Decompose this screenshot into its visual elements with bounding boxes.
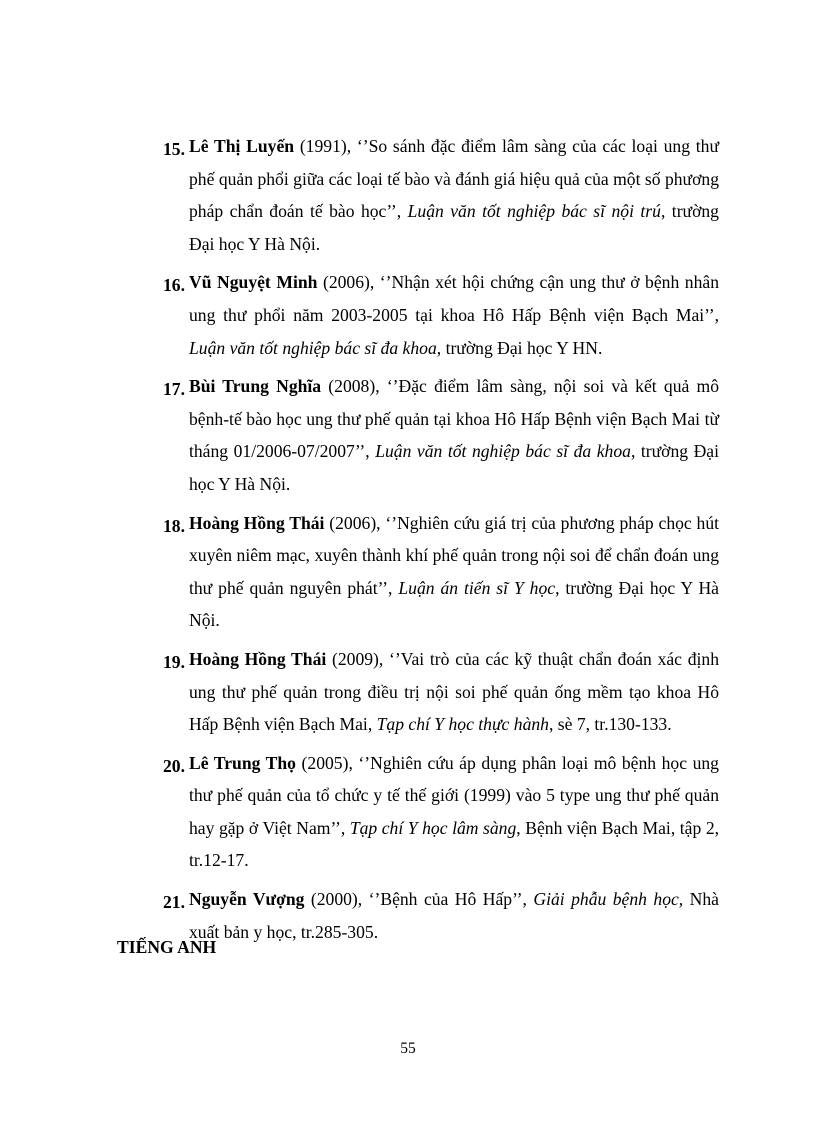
reference-item <box>163 747 719 877</box>
reference-source: Giải phẫu bệnh học, <box>533 889 684 910</box>
reference-source: Luận văn tốt nghiệp bác sĩ đa khoa <box>189 337 437 358</box>
reference-text: (2008), ‘’Đặc điểm lâm sàng, nội soi và kết quả mô bệnh-tế bào học ung thư phế quản tại khoa Hô Hấp Bệnh viện Bạch Mai từ tháng 01/2006-07/2007’’, <box>189 376 719 462</box>
reference-text: (2006), ‘’Nhận xét hội chứng cận ung thư ở bệnh nhân ung thư phổi năm 2003-2005 tại khoa Hô Hấp Bệnh viện Bạch Mai’’, <box>189 272 719 325</box>
reference-text: (2006), ‘’Nghiên cứu giá trị của phương pháp chọc hút xuyên niêm mạc, xuyên thành khí phế quản trong nội soi để chẩn đoán ung thư phế quản nguyên phát’’, <box>189 512 720 598</box>
reference-number: 19. <box>163 651 185 672</box>
reference-author: Vũ Nguyệt Minh <box>189 272 318 293</box>
reference-text: (1991), ‘’So sánh đặc điểm lâm sàng của các loại ung thư phế quản phổi giữa các loại tế bào và đánh giá hiệu quả của một số phương pháp chẩn đoán tế bào học’’, <box>189 136 720 222</box>
reference-text: , trường Đại học Y Hà Nội. <box>189 577 719 631</box>
reference-source: Tạp chí Y học thực hành <box>376 714 549 735</box>
reference-number: 21. <box>163 892 185 913</box>
reference-number: 15. <box>163 139 185 159</box>
reference-number: 18. <box>163 515 185 536</box>
reference-text: (2005), ‘’Nghiên cứu áp dụng phân loại mô bệnh học ung thư phế quản của tổ chức y tế thế giới (1999) vào 5 type ung thư phế quản hay gặp ở Việt Nam’’, <box>189 752 719 838</box>
page-number: 55 <box>400 1040 416 1057</box>
reference-author: Nguyễn Vượng <box>189 889 305 910</box>
reference-text: (2000), ‘’Bệnh của Hô Hấp’’, <box>304 889 534 910</box>
reference-author: Hoàng Hồng Thái <box>189 512 325 533</box>
reference-source: Luận án tiến sĩ Y học <box>398 577 556 598</box>
reference-author: Bùi Trung Nghĩa <box>189 376 322 397</box>
reference-text: , trường Đại học Y Hà Nội. <box>189 201 719 254</box>
reference-text: , sè 7, tr.130-133. <box>548 714 672 735</box>
reference-text: (2009), ‘’Vai trò của các kỹ thuật chẩn đoán xác định ung thư phế quản trong điều trị nội soi phế quản ống mềm tạo khoa Hô Hấp Bệnh viện Bạch Mai, <box>189 648 719 735</box>
reference-item <box>163 370 719 500</box>
reference-item <box>163 643 719 741</box>
reference-text: , trường Đại học Y Hà Nội. <box>189 441 719 494</box>
reference-text: Nhà xuất bản y học, tr.285-305. <box>189 889 719 942</box>
reference-list <box>163 130 719 954</box>
reference-number: 20. <box>163 755 185 776</box>
section-heading: TIẾNG ANH <box>117 937 217 957</box>
reference-item <box>163 266 719 364</box>
reference-text: , trường Đại học Y HN. <box>436 337 603 358</box>
reference-author: Hoàng Hồng Thái <box>189 648 327 669</box>
reference-text: , Bệnh viện Bạch Mai, tập 2, tr.12-17. <box>189 817 720 871</box>
reference-author: Lê Thị Luyến <box>189 136 295 156</box>
reference-item <box>163 883 719 948</box>
reference-number: 17. <box>163 379 185 400</box>
reference-item <box>163 507 719 637</box>
reference-source: Luận văn tốt nghiệp bác sĩ đa khoa <box>375 441 631 462</box>
reference-author: Lê Trung Thọ <box>189 752 296 773</box>
reference-number: 16. <box>163 275 185 296</box>
reference-source: Tạp chí Y học lâm sàng <box>349 817 517 838</box>
reference-item <box>163 130 719 260</box>
reference-source: Luận văn tốt nghiệp bác sĩ nội trú <box>407 201 661 222</box>
